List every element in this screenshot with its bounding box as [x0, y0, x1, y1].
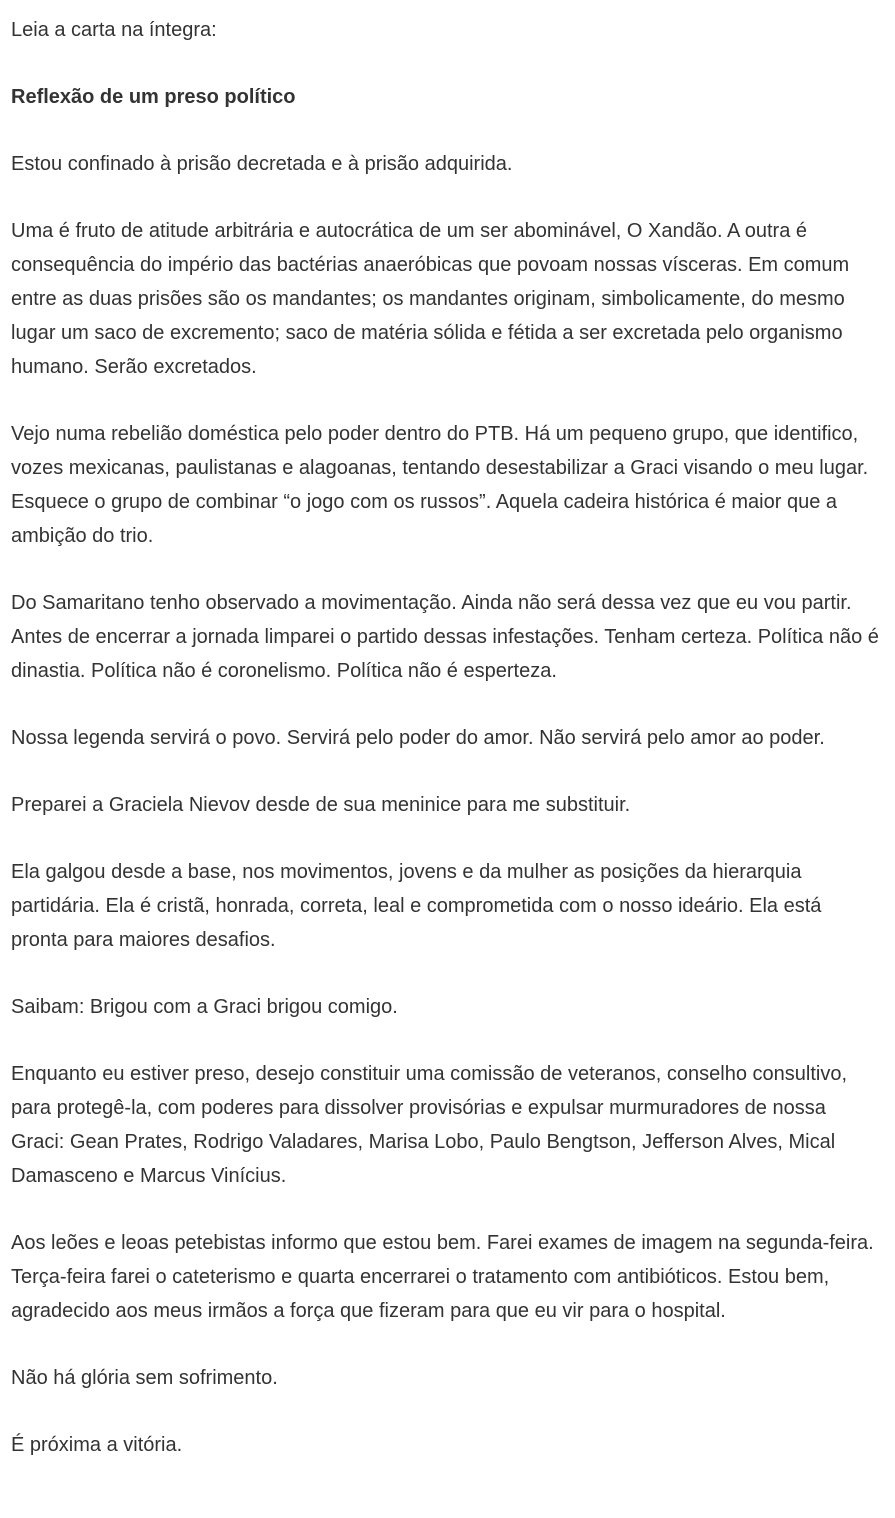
paragraph: Aos leões e leoas petebistas informo que estou bem. Farei exames de imagem na segunda-feira. Terça-feira farei o cateterismo e quarta encerrarei o tratamento com antibióticos. Estou bem, agradecido aos meus irmãos a força que fizeram para que eu vir para o hospital. [11, 1232, 874, 1322]
paragraph: Não há glória sem sofrimento. [11, 1367, 278, 1389]
intro-line: Leia a carta na íntegra: [11, 19, 217, 41]
paragraph: Uma é fruto de atitude arbitrária e autocrática de um ser abominável, O Xandão. A outra é consequência do império das bactérias anaeróbicas que povoam nossas vísceras. Em comum entre as duas prisões são os mandantes; os mandantes originam, simbolicamente, do mesmo lugar um saco de excremento; saco de matéria sólida e fétida a ser excretada pelo organismo humano. Serão excretados. [11, 220, 850, 378]
paragraph: Nossa legenda servirá o povo. Servirá pelo poder do amor. Não servirá pelo amor ao poder. [11, 727, 825, 749]
paragraph: Ela galgou desde a base, nos movimentos, jovens e da mulher as posições da hierarquia partidária. Ela é cristã, honrada, correta, leal e comprometida com o nosso ideário. Ela está pronta para maiores desafios. [11, 861, 822, 951]
paragraph: Preparei a Graciela Nievov desde de sua meninice para me substituir. [11, 794, 631, 816]
paragraph: Saibam: Brigou com a Graci brigou comigo. [11, 996, 398, 1018]
paragraph: Vejo numa rebelião doméstica pelo poder dentro do PTB. Há um pequeno grupo, que identifico, vozes mexicanas, paulistanas e alagoanas, tentando desestabilizar a Graci visando o meu lugar. Esquece o grupo de combinar “o jogo com os russos”. Aquela cadeira histórica é maior que a ambição do trio. [11, 423, 869, 547]
paragraph: Do Samaritano tenho observado a movimentação. Ainda não será dessa vez que eu vou partir. Antes de encerrar a jornada limparei o partido dessas infestações. Tenham certeza. Política não é dinastia. Política não é coronelismo. Política não é esperteza. [11, 592, 879, 682]
paragraph: É próxima a vitória. [11, 1434, 183, 1456]
paragraph: Enquanto eu estiver preso, desejo constituir uma comissão de veteranos, conselho consultivo, para protegê-la, com poderes para dissolver provisórias e expulsar murmuradores de nossa Graci: Gean Prates, Rodrigo Valadares, Marisa Lobo, Paulo Bengtson, Jefferson Alves, Mical Damasceno e Marcus Vinícius. [11, 1063, 848, 1187]
letter-title: Reflexão de um preso político [11, 86, 296, 108]
paragraph: Estou confinado à prisão decretada e à prisão adquirida. [11, 153, 513, 175]
